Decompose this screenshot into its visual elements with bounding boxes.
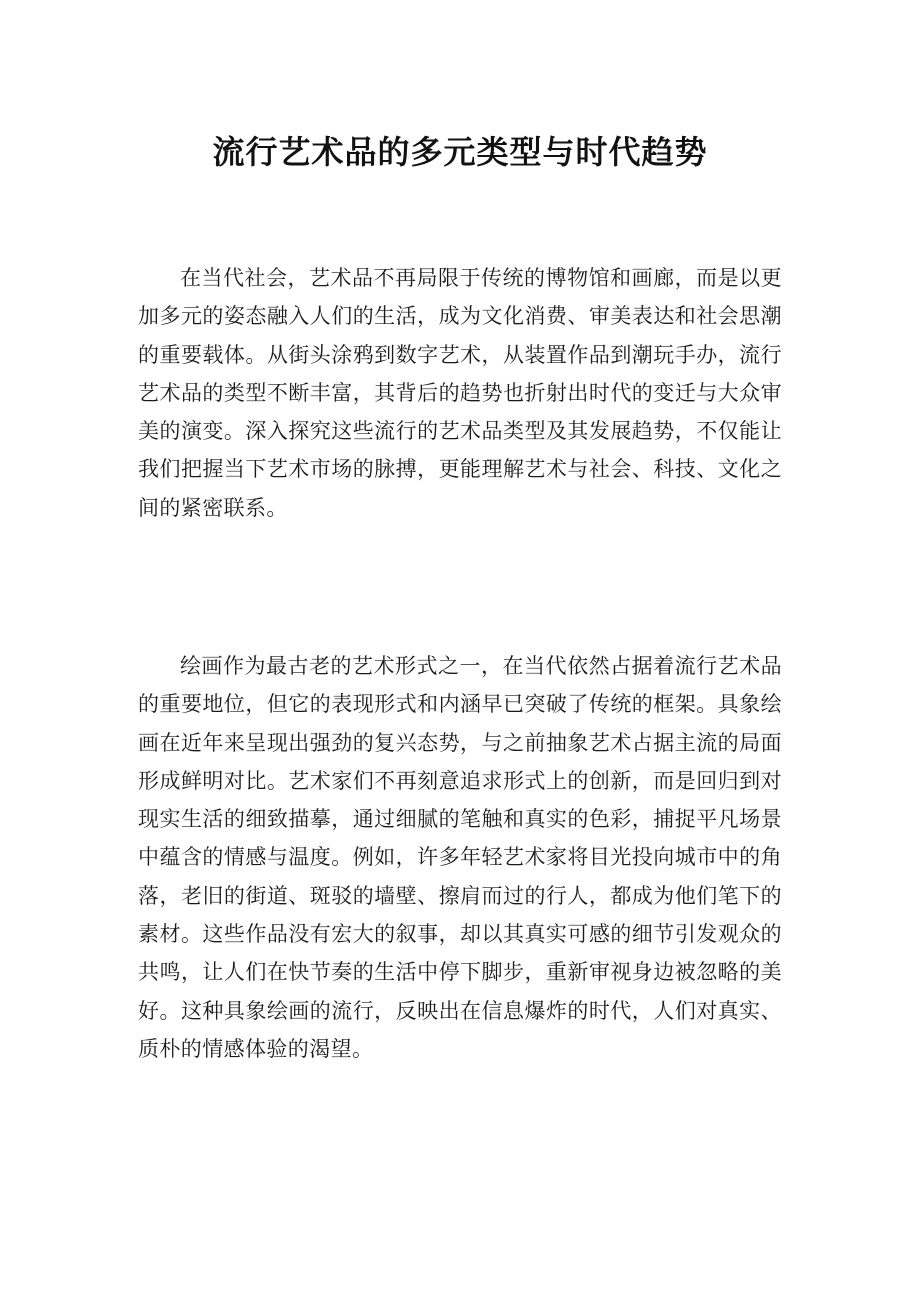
paragraph-intro: 在当代社会，艺术品不再局限于传统的博物馆和画廊，而是以更加多元的姿态融入人们的生活，成为文化消费、审美表达和社会思潮的重要载体。从街头涂鸦到数字艺术，从装置作品到潮玩手办，流行艺术品的类型不断丰富，其背后的趋势也折射出时代的变迁与大众审美的演变。深入探究这些流行的艺术品类型及其发展趋势，不仅能让我们把握当下艺术市场的脉搏，更能理解艺术与社会、科技、文化之间的紧密联系。 — [138, 266, 782, 520]
paragraph-painting: 绘画作为最古老的艺术形式之一，在当代依然占据着流行艺术品的重要地位，但它的表现形式和内涵早已突破了传统的框架。具象绘画在近年来呈现出强劲的复兴态势，与之前抽象艺术占据主流的局面形成鲜明对比。艺术家们不再刻意追求形式上的创新，而是回归到对现实生活的细致描摹，通过细腻的笔触和真实的色彩，捕捉平凡场景中蕴含的情感与温度。例如，许多年轻艺术家将目光投向城市中的角落，老旧的街道、斑驳的墙壁、擦肩而过的行人，都成为他们笔下的素材。这些作品没有宏大的叙事，却以其真实可感的细节引发观众的共鸣，让人们在快节奏的生活中停下脚步，重新审视身边被忽略的美好。这种具象绘画的流行，反映出在信息爆炸的时代，人们对真实、质朴的情感体验的渴望。 — [138, 654, 782, 1061]
document-title: 流行艺术品的多元类型与时代趋势 — [212, 133, 708, 171]
